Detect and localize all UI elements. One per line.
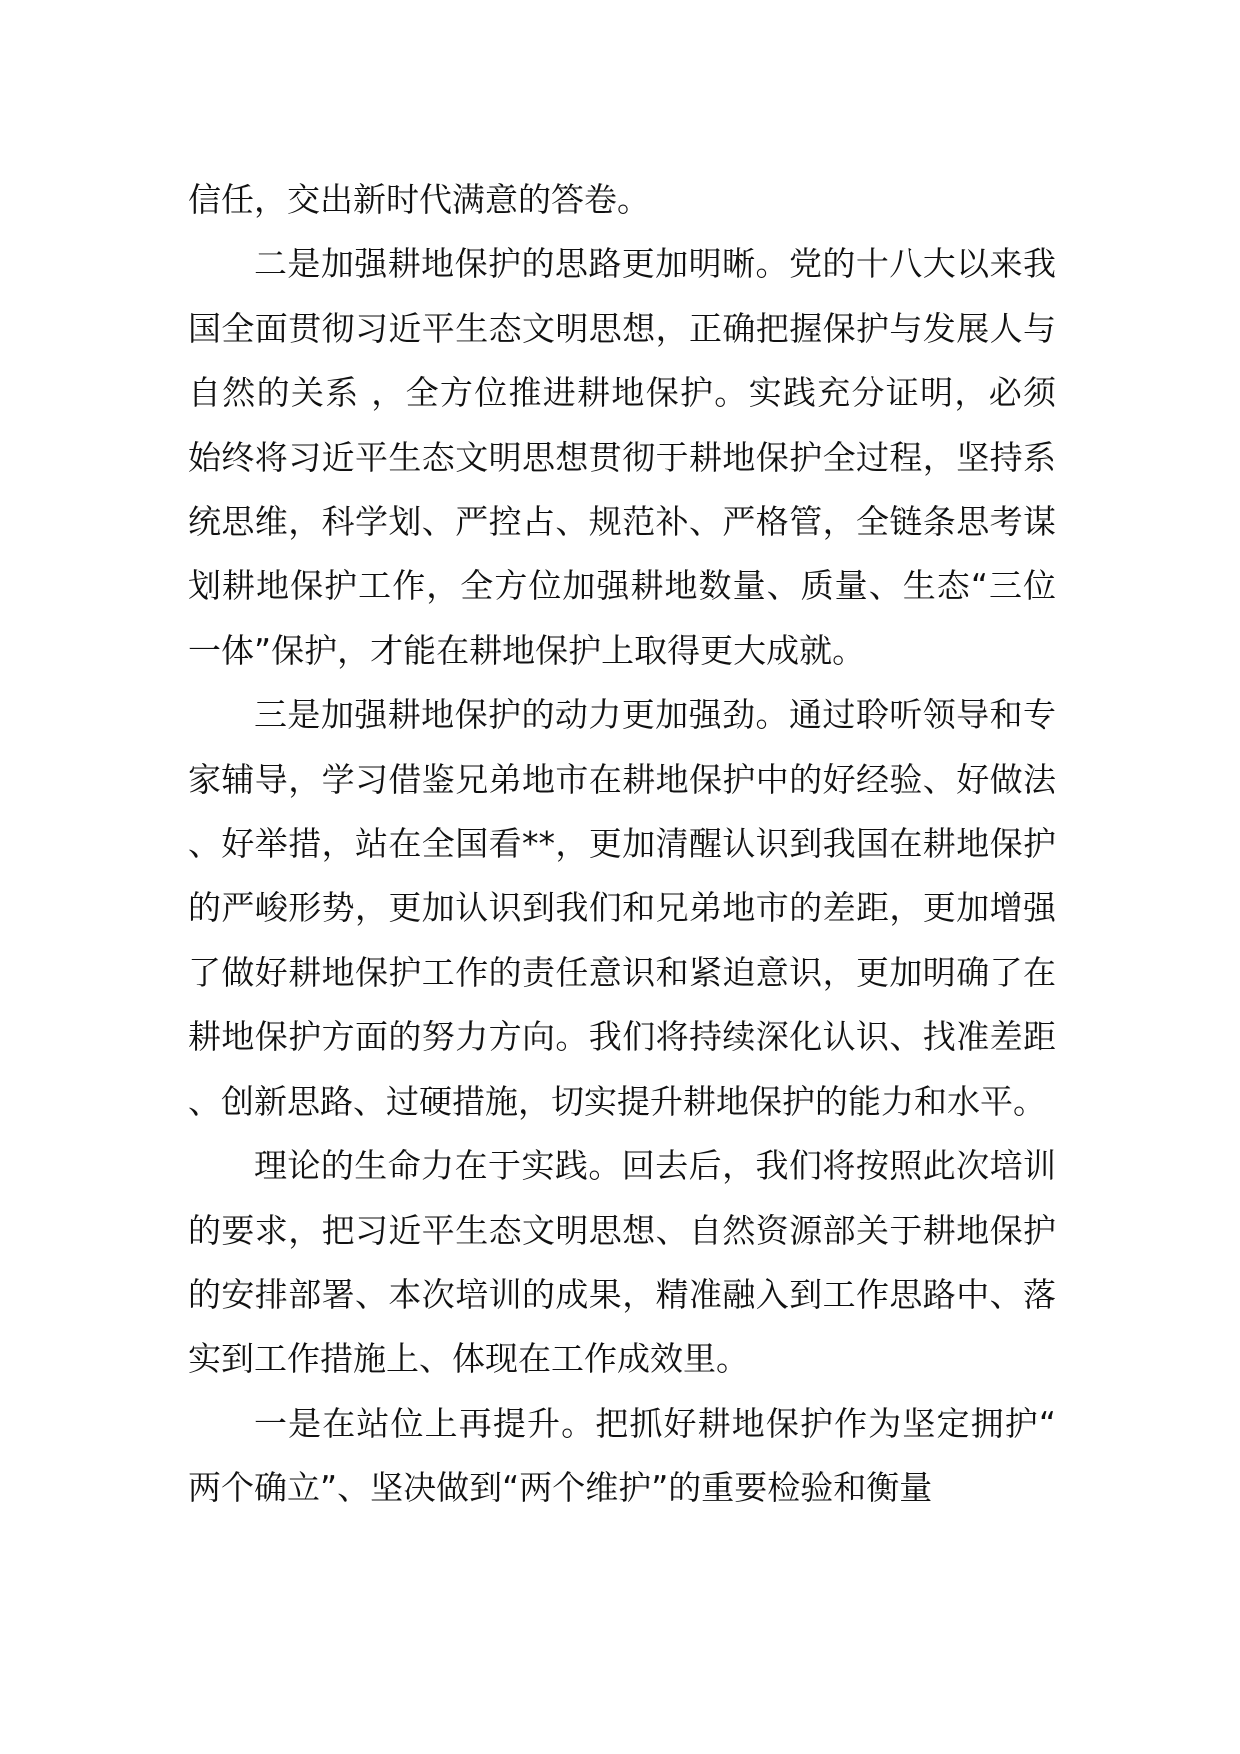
paragraph-point-one: 一是在站位上再提升。把抓好耕地保护作为坚定拥护“两个确立”、坚决做到“两个维护”的重要检验和衡量 [188,1403,1056,1508]
paragraph-continuation: 信任，交出新时代满意的答卷。 [188,180,650,219]
paragraph-point-three: 三是加强耕地保护的动力更加强劲。通过聆听领导和专家辅导，学习借鉴兄弟地市在耕地保护中的好经验、好做法、好举措，站在全国看**，更加清醒认识到我国在耕地保护的严峻形势，更加认识到我们和兄弟地市的差距，更加增强了做好耕地保护工作的责任意识和紧迫意识，更加明确了在耕地保护方面的努力方向。我们将持续深化认识、找准差距、创新思路、过硬措施，切实提升耕地保护的能力和水平。 [188,695,1056,1121]
paragraph-point-two: 二是加强耕地保护的思路更加明晰。党的十八大以来我国全面贯彻习近平生态文明思想，正确把握保护与发展人与自然的关系 ，全方位推进耕地保护。实践充分证明，必须始终将习近平生态文明思想贯彻于耕地保护全过程，坚持系统思维，科学划、严控占、规范补、严格管，全链条思考谋划耕地保护工作，全方位加强耕地数量、质量、生态“三位一体”保护，才能在耕地保护上取得更大成就。 [188,244,1056,670]
document-body [188,168,1056,1521]
paragraph-practice: 理论的生命力在于实践。回去后，我们将按照此次培训的要求，把习近平生态文明思想、自然资源部关于耕地保护的安排部署、本次培训的成果，精准融入到工作思路中、落实到工作措施上、体现在工作成效里。 [188,1146,1056,1379]
